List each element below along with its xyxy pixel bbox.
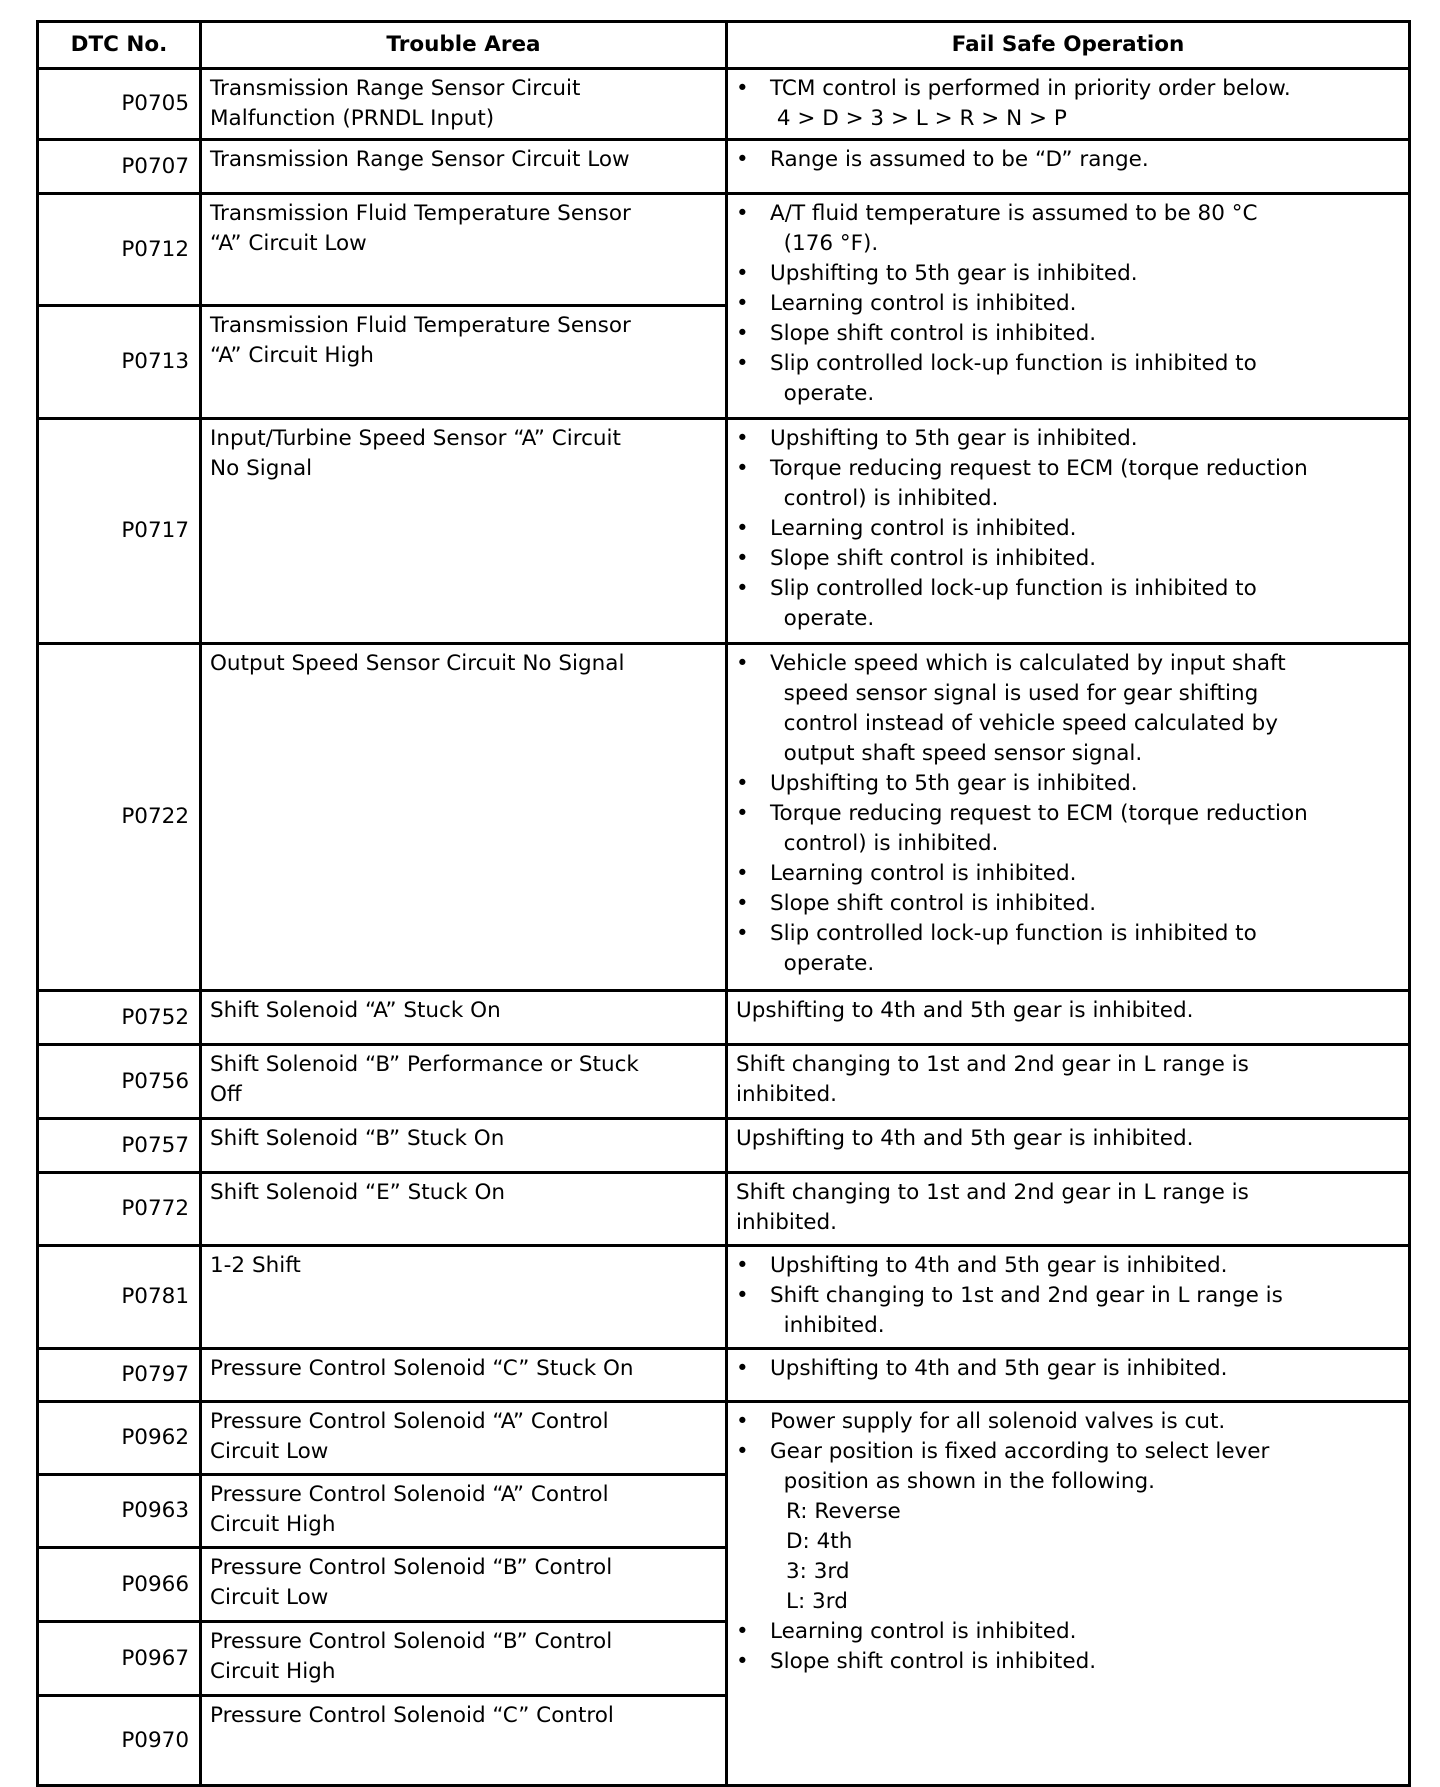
dtc-fail-safe-table <box>36 20 1411 1787</box>
bullet-text: Slope shift control is inhibited. <box>770 321 1097 346</box>
bullet-item <box>736 799 1408 859</box>
header-fail-safe: Fail Safe Operation <box>727 22 1410 69</box>
bullet-icon: • <box>736 891 749 916</box>
bullet-icon: • <box>736 1439 749 1464</box>
trouble-area: Transmission Range Sensor Circuit Low <box>201 140 727 194</box>
bullet-icon: • <box>736 1409 749 1434</box>
bullet-item <box>736 574 1408 634</box>
header-trouble-area: Trouble Area <box>201 22 727 69</box>
dtc-code: P0963 <box>38 1475 201 1548</box>
bullet-item <box>736 649 1408 769</box>
bullet-item <box>736 199 1408 259</box>
gear-position-line: R: Reverse <box>786 1499 901 1524</box>
trouble-area: Pressure Control Solenoid “A” Control Circuit High <box>201 1475 727 1548</box>
table-row <box>38 644 1410 991</box>
bullet-text: Torque reducing request to ECM (torque reduction control) is inhibited. <box>770 456 1308 511</box>
bullet-icon: • <box>736 651 749 676</box>
bullet-item <box>736 145 1408 175</box>
bullet-text: Upshifting to 5th gear is inhibited. <box>770 426 1138 451</box>
trouble-area: Pressure Control Solenoid “A” Control Circuit Low <box>201 1402 727 1475</box>
gear-position-line: D: 4th <box>786 1529 853 1554</box>
bullet-item <box>736 349 1408 409</box>
dtc-code: P0707 <box>38 140 201 194</box>
bullet-icon: • <box>736 1619 749 1644</box>
bullet-text: Slope shift control is inhibited. <box>770 891 1097 916</box>
bullet-icon: • <box>736 456 749 481</box>
fail-safe-text: Shift changing to 1st and 2nd gear in L range is inhibited. <box>736 1180 1249 1235</box>
bullet-icon: • <box>736 261 749 286</box>
dtc-code: P0772 <box>38 1173 201 1246</box>
dtc-code: P0756 <box>38 1045 201 1119</box>
bullet-item <box>736 289 1408 319</box>
bullet-item <box>736 259 1408 289</box>
bullet-text: Slip controlled lock-up function is inhibited to operate. <box>770 576 1257 631</box>
fail-safe-text: Shift changing to 1st and 2nd gear in L range is inhibited. <box>736 1052 1249 1107</box>
table-row <box>38 1402 1410 1475</box>
fail-safe-operation <box>727 1349 1410 1402</box>
bullet-text: Learning control is inhibited. <box>770 516 1077 541</box>
bullet-text: Upshifting to 4th and 5th gear is inhibited. <box>770 1253 1228 1278</box>
fail-safe-operation <box>727 69 1410 140</box>
trouble-area: Shift Solenoid “B” Performance or Stuck Off <box>201 1045 727 1119</box>
bullet-icon: • <box>736 801 749 826</box>
trouble-area: Pressure Control Solenoid “C” Stuck On <box>201 1349 727 1402</box>
bullet-icon: • <box>736 921 749 946</box>
bullet-item <box>736 1407 1408 1437</box>
bullet-item <box>736 1354 1408 1384</box>
fail-safe-operation <box>727 194 1410 419</box>
dtc-code: P0781 <box>38 1246 201 1349</box>
bullet-text: Slope shift control is inhibited. <box>770 1649 1097 1674</box>
bullet-text: Slip controlled lock-up function is inhibited to operate. <box>770 921 1257 976</box>
fail-safe-operation <box>727 140 1410 194</box>
bullet-text: Learning control is inhibited. <box>770 1619 1077 1644</box>
dtc-code: P0967 <box>38 1622 201 1696</box>
bullet-text: Upshifting to 5th gear is inhibited. <box>770 261 1138 286</box>
header-dtc: DTC No. <box>38 22 201 69</box>
bullet-text: Learning control is inhibited. <box>770 861 1077 886</box>
dtc-code: P0722 <box>38 644 201 991</box>
bullet-text: Torque reducing request to ECM (torque reduction control) is inhibited. <box>770 801 1308 856</box>
fail-safe-operation <box>727 1173 1410 1246</box>
bullet-icon: • <box>736 771 749 796</box>
bullet-item <box>736 544 1408 574</box>
fail-safe-operation <box>727 419 1410 644</box>
bullet-item <box>736 769 1408 799</box>
dtc-code: P0797 <box>38 1349 201 1402</box>
table-row <box>38 1119 1410 1173</box>
table-row <box>38 140 1410 194</box>
dtc-code: P0717 <box>38 419 201 644</box>
trouble-area: Shift Solenoid “E” Stuck On <box>201 1173 727 1246</box>
bullet-text: Slope shift control is inhibited. <box>770 546 1097 571</box>
bullet-icon: • <box>736 76 749 101</box>
trouble-area: Shift Solenoid “B” Stuck On <box>201 1119 727 1173</box>
bullet-text: Power supply for all solenoid valves is cut. <box>770 1409 1226 1434</box>
bullet-item <box>736 319 1408 349</box>
dtc-code: P0962 <box>38 1402 201 1475</box>
bullet-icon: • <box>736 1356 749 1381</box>
bullet-text: Learning control is inhibited. <box>770 291 1077 316</box>
table-row <box>38 419 1410 644</box>
table-row <box>38 991 1410 1045</box>
bullet-text: Upshifting to 4th and 5th gear is inhibited. <box>770 1356 1228 1381</box>
fail-safe-operation <box>727 1045 1410 1119</box>
bullet-icon: • <box>736 861 749 886</box>
trouble-area: Output Speed Sensor Circuit No Signal <box>201 644 727 991</box>
bullet-icon: • <box>736 1283 749 1308</box>
trouble-area: Pressure Control Solenoid “C” Control <box>201 1696 727 1786</box>
table-row <box>38 1045 1410 1119</box>
bullet-item <box>736 889 1408 919</box>
bullet-item <box>736 1437 1408 1497</box>
dtc-code: P0757 <box>38 1119 201 1173</box>
header-row <box>38 22 1410 69</box>
bullet-icon: • <box>736 147 749 172</box>
bullet-icon: • <box>736 1253 749 1278</box>
fail-safe-operation <box>727 1246 1410 1349</box>
dtc-code: P0712 <box>38 194 201 306</box>
dtc-code: P0713 <box>38 306 201 419</box>
dtc-code: P0966 <box>38 1548 201 1622</box>
bullet-icon: • <box>736 546 749 571</box>
bullet-text: Slip controlled lock-up function is inhibited to operate. <box>770 351 1257 406</box>
table-row <box>38 1349 1410 1402</box>
gear-position-line: 3: 3rd <box>786 1559 850 1584</box>
bullet-item <box>736 1251 1408 1281</box>
bullet-item <box>736 859 1408 889</box>
trouble-area: Shift Solenoid “A” Stuck On <box>201 991 727 1045</box>
bullet-item <box>736 1281 1408 1341</box>
dtc-code: P0752 <box>38 991 201 1045</box>
fail-safe-operation <box>727 644 1410 991</box>
fail-safe-text: Upshifting to 4th and 5th gear is inhibited. <box>736 1126 1194 1151</box>
bullet-item <box>736 454 1408 514</box>
bullet-text: Gear position is fixed according to select lever position as shown in the following. <box>770 1439 1270 1494</box>
fail-safe-text: Upshifting to 4th and 5th gear is inhibited. <box>736 998 1194 1023</box>
table-row <box>38 69 1410 140</box>
bullet-item <box>736 919 1408 979</box>
trouble-area: Pressure Control Solenoid “B” Control Circuit High <box>201 1622 727 1696</box>
bullet-icon: • <box>736 576 749 601</box>
bullet-item <box>736 74 1408 134</box>
dtc-code: P0705 <box>38 69 201 140</box>
table-row <box>38 1246 1410 1349</box>
fail-safe-operation <box>727 1402 1410 1786</box>
fail-safe-operation <box>727 1119 1410 1173</box>
bullet-item <box>736 514 1408 544</box>
trouble-area: 1-2 Shift <box>201 1246 727 1349</box>
bullet-icon: • <box>736 201 749 226</box>
bullet-icon: • <box>736 351 749 376</box>
table-row <box>38 1173 1410 1246</box>
bullet-text: Range is assumed to be “D” range. <box>770 147 1149 172</box>
trouble-area: Pressure Control Solenoid “B” Control Circuit Low <box>201 1548 727 1622</box>
fail-safe-operation <box>727 991 1410 1045</box>
bullet-text: TCM control is performed in priority order below. 4 > D > 3 > L > R > N > P <box>770 76 1291 131</box>
bullet-icon: • <box>736 291 749 316</box>
bullet-icon: • <box>736 516 749 541</box>
bullet-text: Vehicle speed which is calculated by input shaft speed sensor signal is used for gear shifting control instead of vehicle speed calculated by output shaft speed sensor signal. <box>770 651 1286 766</box>
table-row <box>38 194 1410 306</box>
trouble-area: Input/Turbine Speed Sensor “A” Circuit No Signal <box>201 419 727 644</box>
bullet-text: Shift changing to 1st and 2nd gear in L range is inhibited. <box>770 1283 1283 1338</box>
bullet-item <box>736 1647 1408 1677</box>
trouble-area: Transmission Fluid Temperature Sensor “A” Circuit Low <box>201 194 727 306</box>
bullet-item <box>736 1617 1408 1647</box>
bullet-text: A/T fluid temperature is assumed to be 80 °C (176 °F). <box>770 201 1258 256</box>
bullet-text: Upshifting to 5th gear is inhibited. <box>770 771 1138 796</box>
bullet-icon: • <box>736 321 749 346</box>
bullet-icon: • <box>736 426 749 451</box>
bullet-item <box>736 424 1408 454</box>
bullet-icon: • <box>736 1649 749 1674</box>
gear-position-line: L: 3rd <box>786 1589 848 1614</box>
dtc-code: P0970 <box>38 1696 201 1786</box>
trouble-area: Transmission Range Sensor Circuit Malfunction (PRNDL Input) <box>201 69 727 140</box>
trouble-area: Transmission Fluid Temperature Sensor “A” Circuit High <box>201 306 727 419</box>
